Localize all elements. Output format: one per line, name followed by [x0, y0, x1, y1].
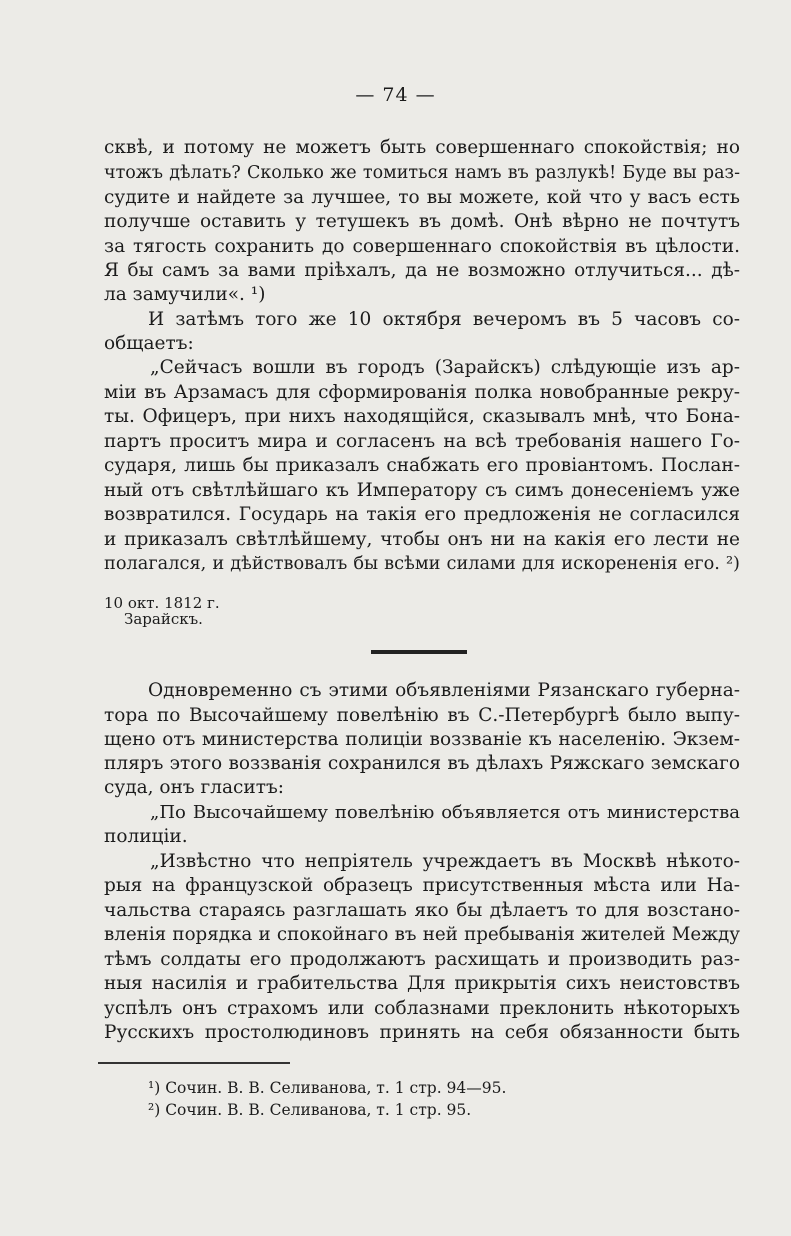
text-line: получше оставить у тетушекъ въ домѣ. Онѣ вѣрно не почтутъ — [104, 211, 740, 232]
quote-line: вленія порядка и спокойнаго въ ней пребыванія жителей Между — [104, 924, 740, 945]
footnote-rule — [98, 1062, 290, 1064]
text-line: пляръ этого воззванія сохранился въ дѣлахъ Ряжскаго земскаго — [104, 753, 740, 774]
letter-place: Зарайскъ. — [124, 610, 203, 628]
text-line: сквѣ, и потому не можетъ быть совершеннаго спокойствія; но — [104, 137, 740, 158]
quote-line: міи въ Арзамасъ для сформированія полка новобранные рекру- — [104, 382, 740, 403]
text-line: за тягость сохранить до совершеннаго спокойствія въ цѣлости. — [104, 236, 740, 257]
text-line: ла замучили«. ¹) — [104, 284, 266, 305]
quote-line: „По Высочайшему повелѣнію объявляется отъ министерства — [150, 802, 740, 823]
quote-line: тѣмъ солдаты его продолжаютъ расхищать и производить раз- — [104, 949, 740, 970]
letter-date: 10 окт. 1812 г. — [104, 594, 220, 612]
quote-line: „Извѣстно что непріятель учреждаетъ въ Москвѣ нѣкото- — [150, 851, 740, 872]
section-divider — [371, 650, 467, 654]
quote-line: рыя на французской образецъ присутственныя мѣста или На- — [104, 875, 740, 896]
text-line: чтожъ дѣлать? Сколько же томиться намъ въ разлукѣ! Буде вы раз- — [104, 163, 740, 183]
quote-line: ныя насилія и грабительства Для прикрытія сихъ неистовствъ — [104, 973, 740, 994]
text-line: И затѣмъ того же 10 октября вечеромъ въ 5 часовъ со- — [148, 309, 740, 330]
quote-line: сударя, лишь бы приказалъ снабжать его провіантомъ. Послан- — [104, 455, 740, 476]
footnote: ¹) Сочин. В. В. Селиванова, т. 1 стр. 94—95. — [148, 1079, 507, 1097]
quote-line: и приказалъ свѣтлѣйшему, чтобы онъ ни на какія его лести не — [104, 529, 740, 550]
quote-line: Русскихъ простолюдиновъ принять на себя обязанности быть — [104, 1022, 740, 1043]
text-line: общаетъ: — [104, 333, 194, 354]
text-line: Одновременно съ этими объявленіями Рязанскаго губерна- — [148, 680, 740, 701]
text-line: тора по Высочайшему повелѣнію въ С.-Петербургѣ было выпу- — [104, 705, 740, 726]
quote-line: ный отъ свѣтлѣйшаго къ Императору съ симъ донесеніемъ уже — [104, 480, 740, 501]
quote-line: чальства стараясь разглашать яко бы дѣлаетъ то для возстано- — [104, 900, 740, 921]
quote-line: партъ проситъ мира и согласенъ на всѣ требованія нашего Го- — [104, 431, 740, 452]
quote-line: возвратился. Государь на такія его предложенія не согласился — [104, 504, 740, 525]
quote-line: „Сейчасъ вошли въ городъ (Зарайскъ) слѣдующіе изъ ар- — [150, 357, 740, 378]
text-line: щено отъ министерства полиціи воззваніе къ населенію. Экзем- — [104, 729, 740, 750]
quote-line: полиціи. — [104, 826, 188, 847]
text-line: Я бы самъ за вами пріѣхалъ, да не возможно отлучиться... дѣ- — [104, 260, 740, 281]
text-line: суда, онъ гласитъ: — [104, 777, 284, 798]
footnote: ²) Сочин. В. В. Селиванова, т. 1 стр. 95. — [148, 1101, 472, 1119]
page-number: — 74 — — [355, 84, 436, 106]
text-line: судите и найдете за лучшее, то вы можете, кой что у васъ есть — [104, 187, 740, 208]
quote-line: успѣлъ онъ страхомъ или соблазнами преклонить нѣкоторыхъ — [104, 998, 740, 1019]
quote-line: полагался, и дѣйствовалъ бы всѣми силами для искорененія его. ²) — [104, 554, 740, 574]
quote-line: ты. Офицеръ, при нихъ находящійся, сказывалъ мнѣ, что Бона- — [104, 406, 740, 427]
